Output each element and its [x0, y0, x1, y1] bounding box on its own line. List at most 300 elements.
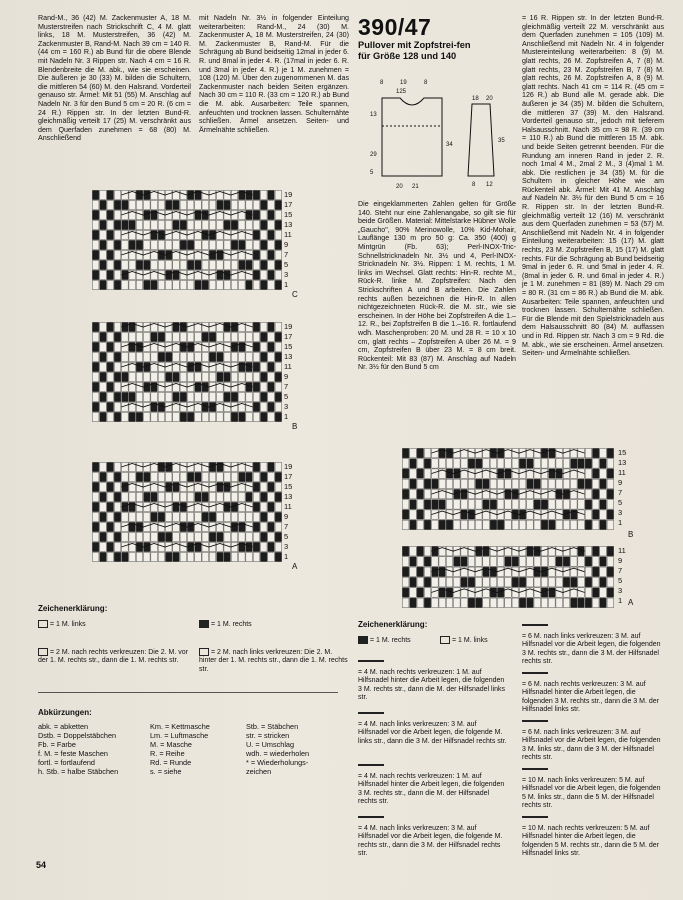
chart-cell: [92, 352, 99, 361]
chart-cell: [461, 459, 468, 468]
chart-cell: [114, 362, 121, 371]
chart-cell: [239, 392, 246, 401]
chart-cell: [402, 510, 409, 519]
chart-cell: [151, 512, 158, 521]
row-number: 19: [284, 462, 293, 471]
chart-cell: [454, 459, 461, 468]
chart-cell: [107, 382, 114, 391]
chart-cell: [432, 500, 439, 509]
chart-cell: [165, 240, 172, 249]
chart-cell: [410, 469, 417, 478]
chart-cell: [607, 489, 614, 498]
chart-cell: [136, 332, 143, 341]
chart-cell: [432, 459, 439, 468]
chart-cell: [512, 577, 519, 587]
chart-cell: [497, 598, 504, 608]
chart-cell: [527, 479, 534, 488]
chart-cell: [275, 280, 282, 289]
chart-cell: [253, 472, 260, 481]
chart-cell: [410, 459, 417, 468]
chart-cell: [578, 500, 585, 509]
chart-cell: [260, 532, 267, 541]
chart-cell: [100, 270, 107, 279]
chart-cell: [224, 552, 231, 561]
chart-cell: [107, 270, 114, 279]
chart-cell: [417, 567, 424, 577]
chart-cell: [122, 472, 129, 481]
chart-cell: [231, 372, 238, 381]
chart-cell: [180, 492, 187, 501]
chart-cell: [592, 577, 599, 587]
chart-cell: [563, 557, 570, 567]
chart-cell: [490, 557, 497, 567]
chart-cell: [217, 372, 224, 381]
row-number: 9: [618, 478, 623, 487]
chart-cell: [187, 240, 194, 249]
chart-cell: [107, 542, 114, 551]
chart-cell: [195, 372, 202, 381]
chart-cell: [165, 472, 172, 481]
chart-cell: [114, 200, 121, 209]
chart-cell: [563, 459, 570, 468]
chart-cell: [136, 200, 143, 209]
row-numbers-b-right: [618, 448, 626, 528]
chart-cell: [187, 220, 194, 229]
row-number: 7: [618, 566, 623, 575]
abbreviation-entry: abk. = abketten: [38, 722, 89, 731]
chart-cell: [275, 472, 282, 481]
chart-cell: [512, 479, 519, 488]
chart-cell: [239, 512, 246, 521]
chart-cell: [129, 220, 136, 229]
chart-cell: [275, 260, 282, 269]
chart-cell: [410, 510, 417, 519]
chart-cell: [173, 332, 180, 341]
chart-cell: [136, 280, 143, 289]
chart-cell: [100, 402, 107, 411]
chart-cell: [195, 492, 202, 501]
chart-cell: [136, 472, 143, 481]
chart-cell: [231, 332, 238, 341]
knitting-chart-a-right: [402, 546, 614, 608]
chart-cell: [202, 552, 209, 561]
chart-cell: [100, 472, 107, 481]
chart-cell: [173, 472, 180, 481]
chart-cell: [512, 520, 519, 529]
chart-cell: [556, 520, 563, 529]
chart-cell: [107, 532, 114, 541]
chart-cell: [246, 532, 253, 541]
chart-cell: [446, 598, 453, 608]
chart-cell: [173, 392, 180, 401]
cable-symbol-icon: [522, 720, 548, 728]
row-number: 13: [284, 220, 293, 229]
knit-symbol-icon: [199, 620, 209, 628]
chart-cell: [187, 260, 194, 269]
chart-cell: [268, 200, 275, 209]
chart-cell: [424, 469, 431, 478]
chart-cell: [417, 489, 424, 498]
chart-cell: [253, 352, 260, 361]
chart-cell: [275, 220, 282, 229]
chart-cell: [417, 479, 424, 488]
text-column-middle: [358, 200, 516, 372]
chart-cell: [461, 598, 468, 608]
text-column-left-1: [38, 14, 191, 143]
chart-cell: [151, 280, 158, 289]
chart-cell: [92, 412, 99, 421]
chart-cell: [209, 200, 216, 209]
legend-item: = 6 M. nach rechts verkreuzen: 3 M. auf Hilfsnadel hinter die Arbeit legen, die folgenden 3 M. rechts str., dann die 3 M. der Hilfsnadel links str.: [522, 672, 664, 715]
chart-cell: [268, 260, 275, 269]
chart-cell: [432, 479, 439, 488]
chart-cell: [173, 492, 180, 501]
chart-cell: [578, 459, 585, 468]
cable-symbol-icon: [358, 764, 384, 772]
chart-cell: [92, 250, 99, 259]
chart-cell: [585, 546, 592, 556]
chart-cell: [268, 512, 275, 521]
chart-cell: [454, 598, 461, 608]
chart-cell: [268, 332, 275, 341]
chart-cell: [439, 459, 446, 468]
chart-cell: [202, 280, 209, 289]
chart-cell: [512, 459, 519, 468]
chart-cell: [158, 352, 165, 361]
chart-cell: [497, 500, 504, 509]
chart-cell: [527, 520, 534, 529]
chart-cell: [180, 280, 187, 289]
chart-cell: [173, 552, 180, 561]
chart-cell: [600, 448, 607, 457]
chart-cell: [173, 372, 180, 381]
chart-cell: [122, 260, 129, 269]
chart-cell: [246, 352, 253, 361]
legend-item: = 6 M. nach links verkreuzen: 3 M. auf Hilfsnadel vor die Arbeit legen, die folgenden 3 M. rechts str., dann die 3 M. der Hilfsnadel rechts str.: [522, 624, 664, 667]
abbreviations-column-2: [150, 722, 250, 776]
chart-label-b-right: B: [628, 530, 634, 539]
chart-cell: [158, 392, 165, 401]
chart-cell: [224, 280, 231, 289]
chart-cell: [136, 492, 143, 501]
chart-cell: [151, 200, 158, 209]
chart-cell: [136, 532, 143, 541]
chart-cell: [585, 588, 592, 598]
chart-cell: [114, 382, 121, 391]
chart-cell: [600, 510, 607, 519]
purl-symbol-icon: [38, 620, 48, 628]
chart-cell: [209, 332, 216, 341]
row-number: 1: [618, 596, 623, 605]
abbreviations-column-3: [246, 722, 346, 776]
chart-cell: [417, 469, 424, 478]
chart-cell: [114, 462, 121, 471]
chart-cell: [541, 479, 548, 488]
chart-cell: [402, 479, 409, 488]
dim-label: 8: [472, 182, 476, 188]
chart-cell: [151, 240, 158, 249]
chart-cell: [563, 598, 570, 608]
chart-cell: [402, 567, 409, 577]
row-number: 7: [618, 488, 623, 497]
chart-cell: [600, 489, 607, 498]
chart-cell: [483, 577, 490, 587]
chart-cell: [209, 280, 216, 289]
chart-cell: [187, 200, 194, 209]
dim-label: 5: [370, 170, 374, 176]
chart-cell: [592, 500, 599, 509]
chart-cell: [505, 598, 512, 608]
chart-cell: [92, 342, 99, 351]
chart-cell: [114, 270, 121, 279]
chart-cell: [217, 392, 224, 401]
chart-cell: [100, 322, 107, 331]
chart-cell: [114, 532, 121, 541]
chart-cell: [173, 512, 180, 521]
chart-cell: [607, 577, 614, 587]
chart-cell: [107, 240, 114, 249]
chart-cell: [246, 372, 253, 381]
chart-cell: [253, 482, 260, 491]
row-number: 15: [284, 482, 293, 491]
chart-cell: [187, 412, 194, 421]
chart-cell: [563, 479, 570, 488]
chart-cell: [275, 190, 282, 199]
chart-cell: [268, 542, 275, 551]
chart-label-a: A: [292, 562, 298, 571]
chart-cell: [549, 479, 556, 488]
chart-cell: [239, 412, 246, 421]
chart-cell: [600, 469, 607, 478]
chart-cell: [107, 502, 114, 511]
chart-cell: [600, 557, 607, 567]
chart-cell: [512, 500, 519, 509]
chart-cell: [410, 588, 417, 598]
chart-cell: [253, 332, 260, 341]
row-numbers-a: [284, 462, 292, 562]
chart-cell: [114, 280, 121, 289]
chart-cell: [461, 500, 468, 509]
chart-cell: [231, 240, 238, 249]
text-column-right: [522, 14, 664, 358]
chart-cell: [195, 240, 202, 249]
chart-cell: [468, 459, 475, 468]
dim-label: 18: [472, 96, 479, 102]
row-number: 13: [284, 352, 293, 361]
row-number: 15: [284, 342, 293, 351]
chart-cell: [549, 577, 556, 587]
chart-label-b: B: [292, 422, 298, 431]
chart-cell: [224, 412, 231, 421]
chart-cell: [432, 577, 439, 587]
chart-cell: [92, 382, 99, 391]
chart-cell: [592, 588, 599, 598]
chart-cell: [107, 492, 114, 501]
chart-cell: [253, 412, 260, 421]
chart-cell: [439, 500, 446, 509]
chart-cell: [600, 588, 607, 598]
chart-cell: [275, 542, 282, 551]
chart-cell: [100, 240, 107, 249]
chart-cell: [209, 412, 216, 421]
chart-cell: [100, 250, 107, 259]
chart-cell: [446, 500, 453, 509]
chart-cell: [165, 332, 172, 341]
chart-cell: [202, 412, 209, 421]
chart-cell: [129, 532, 136, 541]
chart-cell: [571, 577, 578, 587]
chart-cell: [180, 332, 187, 341]
chart-cell: [158, 280, 165, 289]
chart-cell: [556, 577, 563, 587]
chart-cell: [275, 482, 282, 491]
chart-cell: [468, 598, 475, 608]
chart-cell: [173, 412, 180, 421]
chart-cell: [122, 392, 129, 401]
chart-cell: [275, 240, 282, 249]
chart-cell: [519, 520, 526, 529]
chart-cell: [114, 250, 121, 259]
chart-cell: [578, 479, 585, 488]
chart-cell: [231, 512, 238, 521]
chart-cell: [129, 412, 136, 421]
chart-cell: [483, 500, 490, 509]
chart-cell: [446, 520, 453, 529]
chart-cell: [417, 500, 424, 509]
chart-cell: [571, 500, 578, 509]
chart-cell: [165, 280, 172, 289]
body-text: Die eingeklammerten Zahlen gelten für Größe 140. Steht nur eine Zahlenangabe, so gilt sie für beide Größen. Material: Mittelstarke Hübner Wolle „Gaucho", 90% Merinowolle, 10% Kid-Mohair, Lauflänge 130 m pro 50 g: Ca. 350 (400) g Mintgrün (Fb. 63); Perl-INOX-Tric-Schnellstricknadeln Nr. 3½ und 4, Perl-INOX-Stricknadeln Nr. 3½. Rippen: 1 M. rechts, 1 M. links im Wechsel. Glatt rechts: Hin-R. rechte M., Rück-R. linke M. Zopfstreifen: Nach den Strickschriften A und B arbeiten. Die Zahlen rechts außen bezeichnen die Hin-R. In allen nichtgezeichneten Rück-R. die M. str., wie sie erscheinen. In der Höhe bei Zopfstreifen A die 1.–12. R., bei Zopfstreifen B die 1.–16. R. fortlaufend wdh. Maschenproben: 20 M. und 28 R. = 10 x 10 cm, glatt rechts – Zopfstreifen A über 26 M. = 9 cm, Zopfstreifen B über 23 M. = 8 cm breit. Rückenteil: Mit 83 (87) M. Anschlag auf Nadeln Nr. 3½ für den Bund 5 cm: [358, 200, 516, 372]
chart-cell: [209, 392, 216, 401]
row-number: 19: [284, 190, 293, 199]
chart-cell: [217, 332, 224, 341]
chart-cell: [187, 552, 194, 561]
dim-label: 12: [486, 182, 493, 188]
chart-cell: [402, 500, 409, 509]
chart-cell: [268, 322, 275, 331]
legend-item: = 4 M. nach rechts verkreuzen: 1 M. auf Hilfsnadel hinter die Arbeit legen, die folgenden 3 M. rechts str., dann die M. der Hilfsnadel rechts str.: [358, 764, 508, 807]
chart-cell: [519, 598, 526, 608]
chart-cell: [505, 520, 512, 529]
chart-cell: [158, 372, 165, 381]
body-text: mit Nadeln Nr. 3½ in folgender Einteilung weiterarbeiten: Rand-M., 24 (30) M. Zackenmuster A, 18 M. Musterstreifen, 24 (30) M. Zackenmuster B, Rand-M. Für die Schrägung ab Bund beidseitig 12mal in jeder 6. R. und 8mal in jeder 4. R. (17mal in jeder 6. R. und 3mal in jeder 4. R.) je 1 M. zunehmen = 108 (120) M. Über den zugenommenen M. das Zackenmuster nach beiden Seiten ergänzen. Nach 30 cm = 110 R. (33 cm = 120 R.) ab Bund die M. abk. Ausarbeiten: Teile spannen, anfeuchten und trocknen lassen. Schulternähte schließen. Ärmel ansetzen. Seiten- und Ärmelnähte schließen.: [199, 14, 349, 134]
chart-cell: [585, 598, 592, 608]
chart-cell: [275, 200, 282, 209]
chart-cell: [92, 240, 99, 249]
chart-cell: [253, 220, 260, 229]
chart-cell: [107, 412, 114, 421]
chart-cell: [571, 479, 578, 488]
abbreviation-entry: fortl. = fortlaufend: [38, 758, 95, 767]
chart-cell: [402, 598, 409, 608]
knitting-chart-b-right: [402, 448, 614, 530]
chart-cell: [246, 280, 253, 289]
chart-cell: [122, 240, 129, 249]
chart-cell: [246, 512, 253, 521]
chart-cell: [122, 412, 129, 421]
chart-cell: [410, 577, 417, 587]
chart-cell: [92, 462, 99, 471]
chart-cell: [410, 500, 417, 509]
chart-cell: [253, 392, 260, 401]
chart-cell: [490, 598, 497, 608]
abbreviation-entry: Fb. = Farbe: [38, 740, 76, 749]
chart-cell: [410, 598, 417, 608]
chart-cell: [151, 352, 158, 361]
chart-cell: [165, 200, 172, 209]
chart-cell: [468, 479, 475, 488]
abbreviations-heading: Abkürzungen:: [38, 708, 92, 717]
chart-cell: [417, 459, 424, 468]
chart-cell: [239, 220, 246, 229]
chart-cell: [402, 459, 409, 468]
chart-cell: [505, 577, 512, 587]
chart-cell: [253, 240, 260, 249]
chart-cell: [275, 342, 282, 351]
chart-cell: [114, 352, 121, 361]
row-numbers-a-right: [618, 546, 626, 606]
chart-cell: [217, 552, 224, 561]
chart-cell: [239, 472, 246, 481]
chart-cell: [476, 459, 483, 468]
chart-cell: [268, 412, 275, 421]
chart-cell: [107, 280, 114, 289]
chart-cell: [209, 372, 216, 381]
dim-label: 20: [396, 184, 403, 190]
row-number: 9: [284, 512, 289, 521]
chart-cell: [100, 382, 107, 391]
chart-cell: [446, 557, 453, 567]
chart-cell: [246, 260, 253, 269]
chart-cell: [173, 240, 180, 249]
chart-cell: [114, 392, 121, 401]
divider: [38, 692, 338, 693]
legend-heading-left: Zeichenerklärung:: [38, 604, 108, 613]
chart-cell: [100, 230, 107, 239]
row-number: 3: [284, 270, 289, 279]
chart-cell: [424, 546, 431, 556]
chart-cell: [417, 557, 424, 567]
chart-cell: [439, 598, 446, 608]
chart-cell: [114, 210, 121, 219]
chart-cell: [268, 552, 275, 561]
chart-cell: [549, 598, 556, 608]
chart-cell: [268, 482, 275, 491]
abbreviation-entry: R. = Reihe: [150, 749, 185, 758]
chart-cell: [268, 502, 275, 511]
chart-cell: [607, 546, 614, 556]
abbreviation-entry: * = Wiederholungs-: [246, 758, 309, 767]
chart-cell: [158, 512, 165, 521]
chart-cell: [165, 552, 172, 561]
chart-cell: [268, 362, 275, 371]
chart-cell: [505, 500, 512, 509]
legend-item: = 10 M. nach links verkreuzen: 5 M. auf Hilfsnadel vor die Arbeit legen, die folgenden 5 M. links str., dann die 5 M. der Hilfsnadel rechts str.: [522, 768, 664, 811]
chart-cell: [275, 210, 282, 219]
row-number: 1: [284, 552, 289, 561]
chart-cell: [231, 532, 238, 541]
chart-cell: [209, 472, 216, 481]
chart-cell: [253, 402, 260, 411]
chart-cell: [100, 220, 107, 229]
chart-cell: [100, 552, 107, 561]
chart-cell: [253, 280, 260, 289]
chart-cell: [600, 479, 607, 488]
chart-cell: [158, 492, 165, 501]
chart-cell: [224, 260, 231, 269]
chart-cell: [275, 270, 282, 279]
chart-cell: [527, 557, 534, 567]
